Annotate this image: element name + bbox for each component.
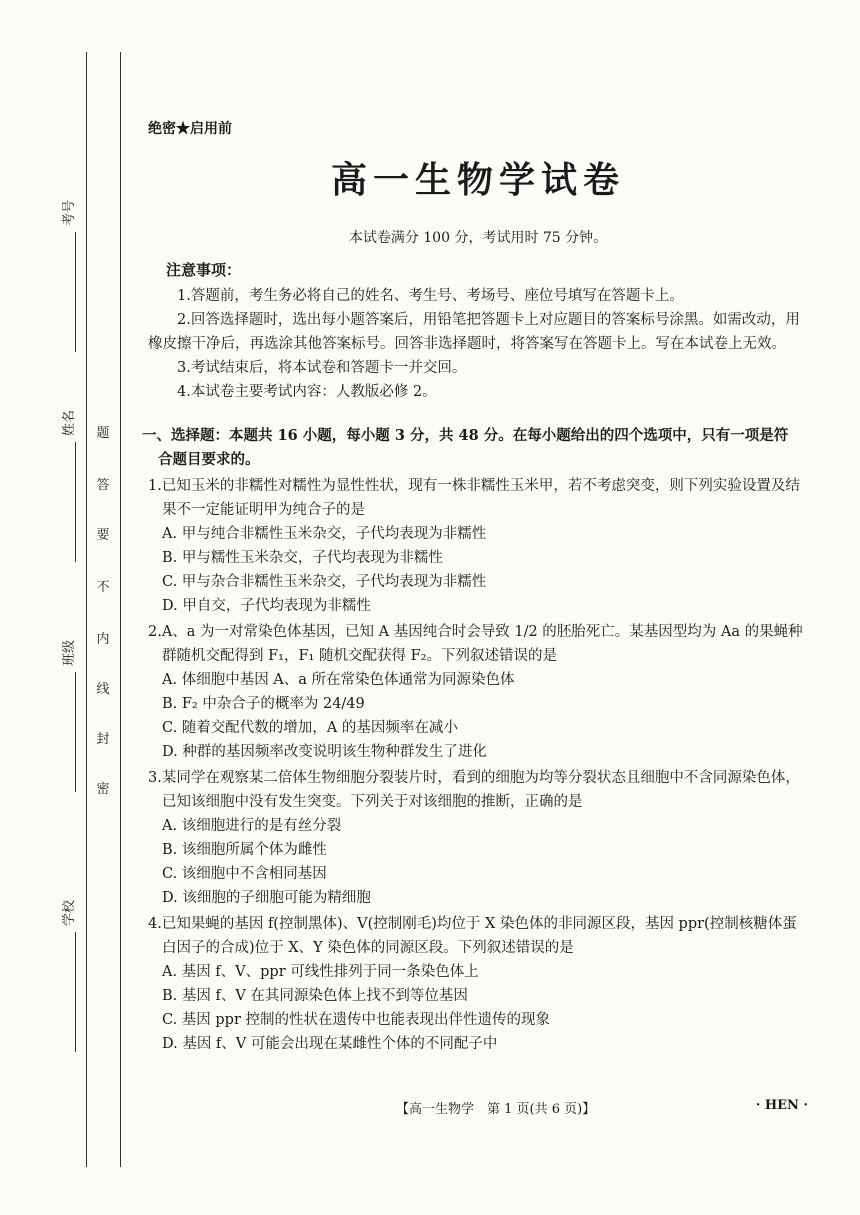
secret-mark: 绝密★启用前 — [148, 121, 232, 137]
option-b: B. 该细胞所属个体为雌性 — [162, 842, 327, 858]
question-stem: 1.已知玉米的非糯性对糯性为显性性状，现有一株非糯性玉米甲，若不考虑突变，则下列实验设置及结果不一定能证明甲为纯合子的是 — [148, 478, 800, 518]
question-stem: 3.某同学在观察某二倍体生物细胞分裂装片时，看到的细胞为均等分裂状态且细胞中不含同源染色体，已知该细胞中没有发生突变。下列关于对该细胞的推断，正确的是 — [148, 770, 800, 810]
name-label: 姓名 — [62, 409, 77, 436]
question-3 — [148, 766, 808, 910]
seal-char-ti: 题 — [96, 426, 110, 441]
class-label: 班级 — [62, 639, 77, 666]
binding-line-outer — [86, 52, 87, 1167]
footer-page-info: 【高一生物学 第 1 页(共 6 页)】 — [396, 1102, 596, 1117]
option-d: D. 基因 f、V 可能会出现在某雌性个体的不同配子中 — [162, 1036, 498, 1052]
option-b: B. 基因 f、V 在其同源染色体上找不到等位基因 — [162, 988, 468, 1004]
name-field — [58, 410, 77, 562]
section-heading — [142, 424, 808, 472]
exam-no-field — [58, 200, 77, 352]
binding-line-inner — [120, 52, 121, 1167]
class-blank[interactable] — [63, 672, 76, 792]
exam-no-blank[interactable] — [63, 232, 76, 352]
question-4 — [148, 912, 808, 1056]
question-stem: 4.已知果蝇的基因 f(控制黑体)、V(控制刚毛)均位于 X 染色体的非同源区段，基因 ppr(控制核糖体蛋白因子的合成)位于 X、Y 染色体的同源区段。下列叙述错误的是 — [148, 916, 797, 956]
seal-char-xian: 线 — [96, 682, 110, 697]
notes-title: 注意事项： — [166, 261, 242, 279]
option-a: A. 该细胞进行的是有丝分裂 — [162, 818, 342, 834]
class-field — [58, 640, 77, 792]
option-a: A. 甲与纯合非糯性玉米杂交，子代均表现为非糯性 — [162, 526, 487, 542]
option-c: C. 甲与杂合非糯性玉米杂交，子代均表现为非糯性 — [162, 574, 487, 590]
question-stem: 2.A、a 为一对常染色体基因，已知 A 基因纯合时会导致 1/2 的胚胎死亡。某基因型均为 Aa 的果蝇种群随机交配得到 F₁，F₁ 随机交配获得 F₂。下列叙述错误的是 — [148, 624, 803, 664]
seal-char-feng: 封 — [96, 732, 110, 747]
option-a: A. 基因 f、V、ppr 可线性排列于同一条染色体上 — [162, 964, 479, 980]
section-line-1: 一、选择题：本题共 16 小题，每小题 3 分，共 48 分。在每小题给出的四个选项中，只有一项是符 — [142, 427, 789, 444]
question-2 — [148, 620, 808, 764]
name-blank[interactable] — [63, 442, 76, 562]
option-d: D. 该细胞的子细胞可能为精细胞 — [162, 890, 371, 906]
note-item: 2.回答选择题时，选出每小题答案后，用铅笔把答题卡上对应题目的答案标号涂黑。如需改动，用橡皮擦干净后，再选涂其他答案标号。回答非选择题时，将答案写在答题卡上。写在本试卷上无效。 — [148, 312, 800, 352]
exam-subtitle: 本试卷满分 100 分，考试用时 75 分钟。 — [348, 230, 608, 246]
seal-char-yao: 要 — [96, 528, 110, 543]
school-blank[interactable] — [63, 932, 76, 1052]
option-d: D. 种群的基因频率改变说明该生物种群发生了进化 — [162, 744, 487, 760]
note-item: 1.答题前，考生务必将自己的姓名、考生号、考场号、座位号填写在答题卡上。 — [177, 288, 684, 304]
note-item: 3.考试结束后，将本试卷和答题卡一并交回。 — [177, 360, 467, 376]
school-label: 学校 — [62, 899, 77, 926]
section-line-2: 合题目要求的。 — [158, 451, 260, 468]
option-c: C. 随着交配代数的增加，A 的基因频率在减小 — [162, 720, 458, 736]
question-1 — [148, 474, 808, 618]
option-c: C. 基因 ppr 控制的性状在遗传中也能表现出伴性遗传的现象 — [162, 1012, 551, 1028]
option-d: D. 甲自交，子代均表现为非糯性 — [162, 598, 371, 614]
option-b: B. 甲与糯性玉米杂交，子代均表现为非糯性 — [162, 550, 443, 566]
option-c: C. 该细胞中不含相同基因 — [162, 866, 327, 882]
seal-char-bu: 不 — [96, 580, 110, 595]
option-b: B. F₂ 中杂合子的概率为 24/49 — [162, 696, 365, 712]
school-field — [58, 900, 77, 1052]
seal-char-nei: 内 — [96, 632, 110, 647]
option-a: A. 体细胞中基因 A、a 所在常染色体通常为同源染色体 — [162, 672, 515, 688]
page-title: 高一生物学试卷 — [330, 159, 625, 201]
exam-no-label: 考号 — [62, 199, 77, 226]
seal-char-da: 答 — [96, 478, 110, 493]
note-item: 4.本试卷主要考试内容：人教版必修 2。 — [177, 384, 437, 400]
seal-char-mi: 密 — [96, 782, 110, 797]
footer-code: · HEN · — [755, 1098, 808, 1113]
exam-content — [142, 118, 808, 1056]
